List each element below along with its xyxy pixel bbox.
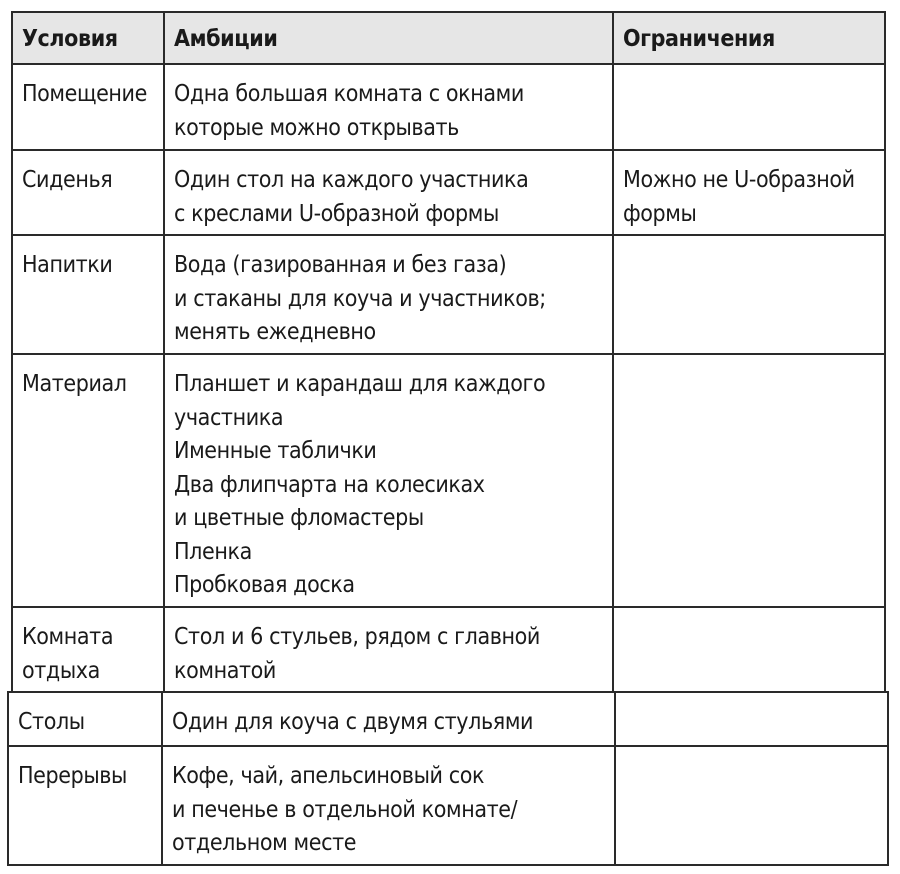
table-header-row [11, 11, 886, 65]
ambition-cell: Планшет и карандаш для каждого участника Именные таблички Два флипчарта на колесиках и цветные фломастеры Пленка Пробковая доска [165, 355, 614, 606]
header-restrictions: Ограничения [623, 26, 775, 52]
restriction-cell [616, 693, 887, 745]
table-row [11, 355, 886, 608]
header-ambitions: Амбиции [165, 13, 614, 63]
conditions-table [11, 11, 886, 692]
ambition-cell: Кофе, чай, апельсиновый сок и печенье в отдельной комнате/ отдельном месте [163, 747, 616, 864]
table-row [7, 691, 889, 747]
ambition-cell: Вода (газированная и без газа) и стаканы для коуча и участников; менять ежедневно [165, 236, 614, 353]
restriction-cell [614, 65, 884, 149]
ambition-cell: Одна большая комната с окнами которые можно открывать [165, 65, 614, 149]
table-row [7, 747, 889, 866]
restriction-cell [614, 236, 884, 353]
condition-cell: Столы [9, 693, 163, 745]
table-row [11, 608, 886, 692]
header-conditions: Условия [13, 13, 165, 63]
condition-cell: Комната отдыха [13, 608, 165, 692]
condition-cell: Перерывы [9, 747, 163, 864]
condition-cell: Сиденья [13, 151, 165, 234]
table-row [11, 236, 886, 355]
restriction-cell: Можно не U-образной формы [623, 167, 855, 227]
restriction-cell [614, 608, 884, 692]
restriction-cell [614, 355, 884, 606]
condition-cell: Помещение [13, 65, 165, 149]
ambition-cell: Один для коуча с двумя стульями [163, 693, 616, 745]
ambition-cell: Стол и 6 стульев, рядом с главной комнатой [165, 608, 614, 692]
condition-cell: Напитки [13, 236, 165, 353]
table-row [11, 65, 886, 151]
restriction-cell [616, 747, 887, 864]
table-row [11, 151, 886, 236]
ambition-cell: Один стол на каждого участника с креслами U-образной формы [165, 151, 614, 234]
conditions-table-continued [7, 691, 889, 866]
condition-cell: Материал [13, 355, 165, 606]
